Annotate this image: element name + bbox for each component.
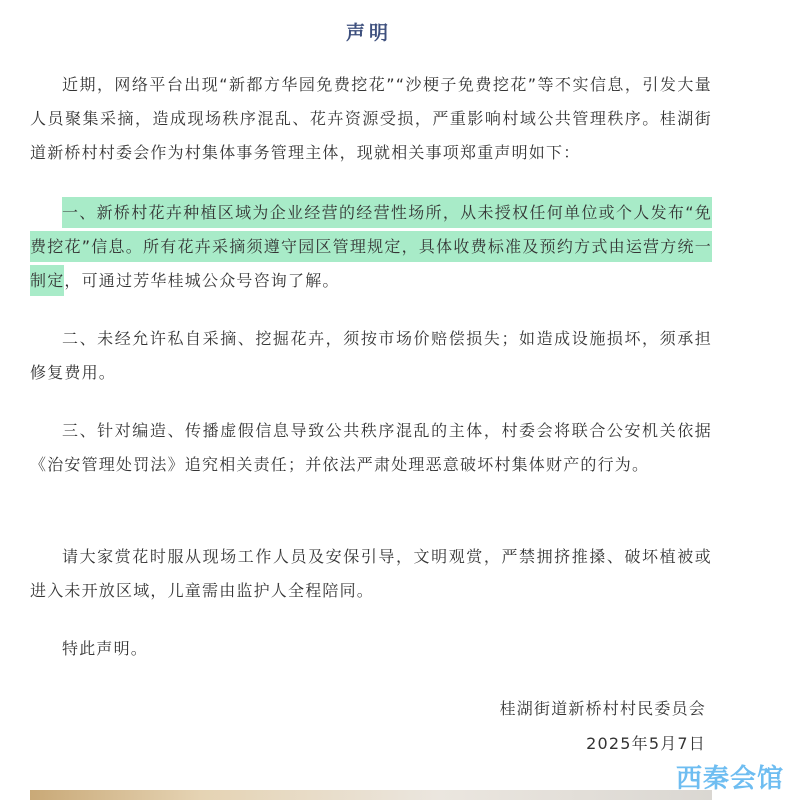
page-title: 声明 <box>345 22 392 44</box>
intro-paragraph: 近期，网络平台出现“新都方华园免费挖花”“沙梗子免费挖花”等不实信息，引发大量人员聚集采摘，造成现场秩序混乱、花卉资源受损，严重影响村域公共管理秩序。桂湖街道新桥村村委会作为村集体事务管理主体，现就相关事项郑重声明如下： <box>30 75 712 162</box>
notice-paragraph: 请大家赏花时服从现场工作人员及安保引导，文明观赏，严禁拥挤推搡、破坏植被或进入未开放区域，儿童需由监护人全程陪同。 <box>30 547 712 600</box>
item-2-paragraph: 二、未经允许私自采摘、挖掘花卉，须按市场价赔偿损失；如造成设施损坏，须承担修复费用。 <box>30 329 712 382</box>
signature-date: 2025年5月7日 <box>586 734 706 753</box>
closing-paragraph: 特此声明。 <box>62 639 149 658</box>
item-1-paragraph <box>30 196 712 298</box>
item-3-paragraph: 三、针对编造、传播虚假信息导致公共秩序混乱的主体，村委会将联合公安机关依据《治安管理处罚法》追究相关责任；并依法严肃处理恶意破坏村集体财产的行为。 <box>30 421 712 474</box>
item-1-rest-text: ，可通过芳华桂城公众号咨询了解。 <box>64 271 340 290</box>
watermark-logo: 西秦会馆 <box>675 764 784 794</box>
bottom-image-strip <box>30 790 712 800</box>
highlighted-text: 一、新桥村花卉种植区域为企业经营的经营性场所，从未授权任何单位或个人发布“免费挖花”信息。所有花卉采摘须遵守园区管理规定，具体收费标准及预约方式由运营方统一制定 <box>30 197 712 296</box>
signature-org: 桂湖街道新桥村村民委员会 <box>499 699 706 718</box>
